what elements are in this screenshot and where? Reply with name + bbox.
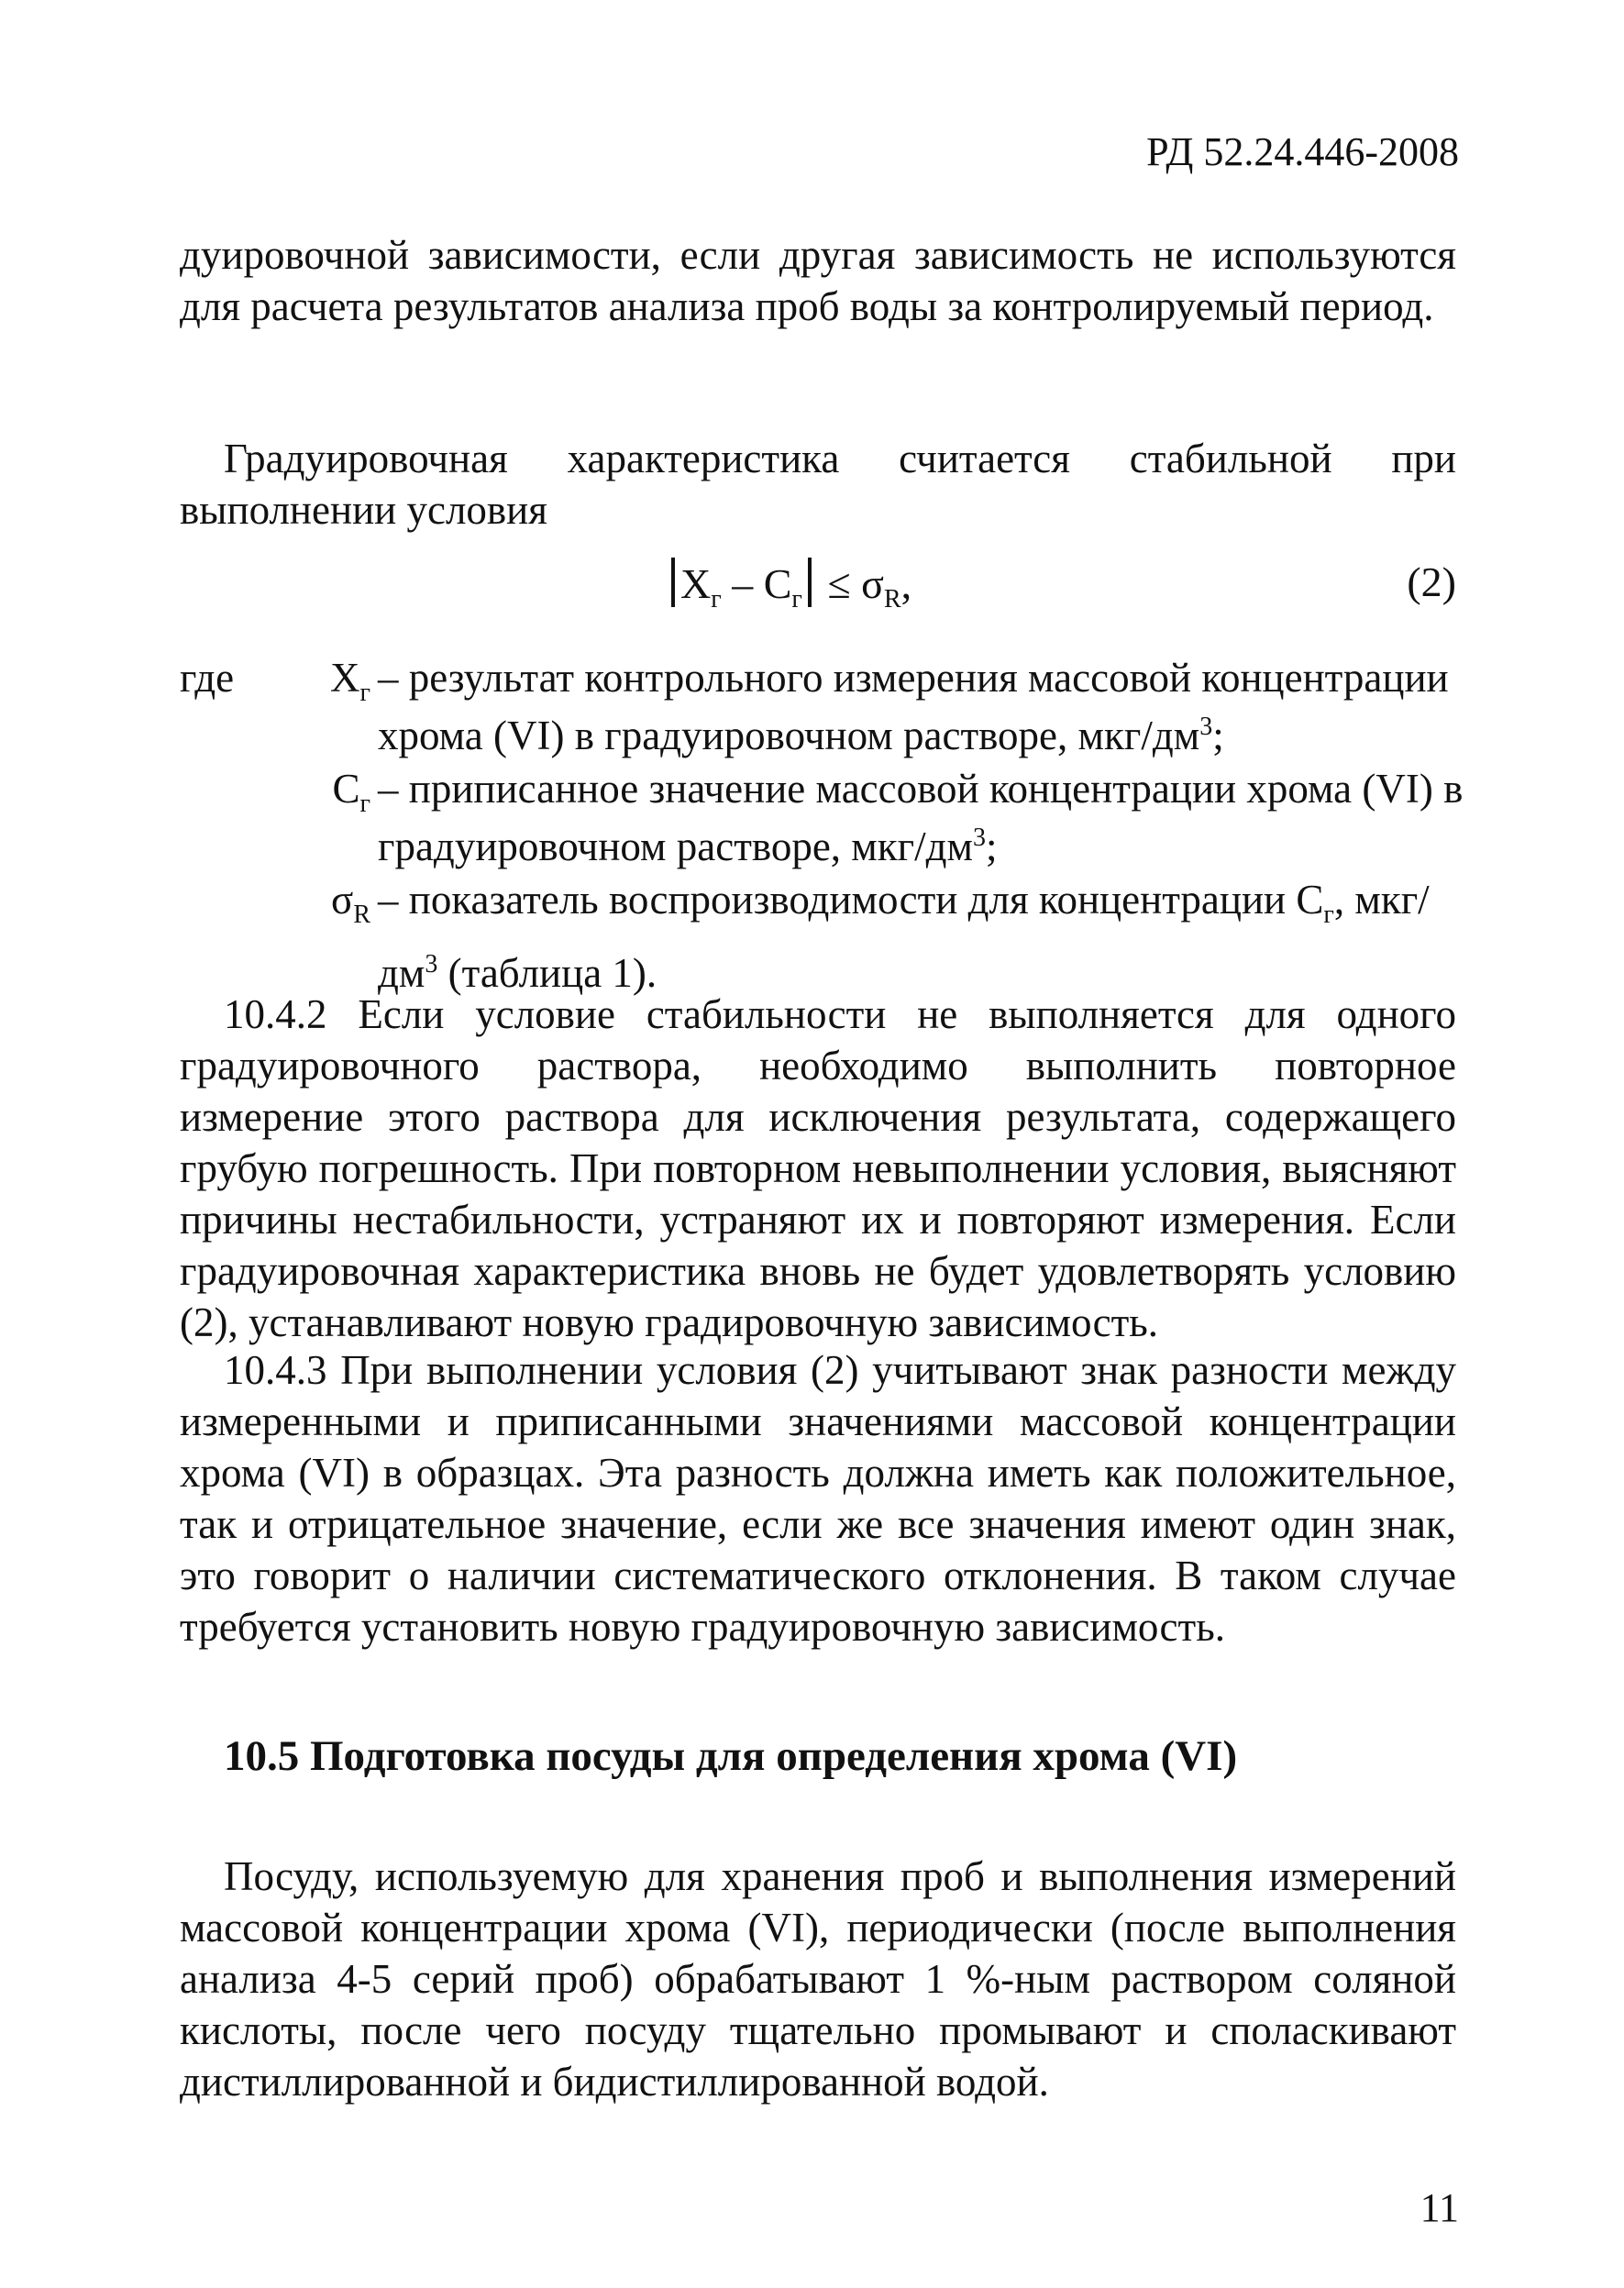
paragraph-continuation: дуировочной зависимости, если другая зависимость не используются для расчета результатов анализа проб воды за контролируемый период. <box>180 232 1456 329</box>
where-label: где <box>180 655 235 701</box>
definition-text: – показатель воспроизводимости для концентрации $C_г$, мкг/$дм^3$ (таблица 1). <box>378 877 1430 996</box>
page-number: 11 <box>1420 2185 1459 2230</box>
definition-symbol: $X_г$ <box>330 655 370 707</box>
document-code: РД 52.24.446-2008 <box>1146 129 1459 174</box>
abs-bar-right <box>808 558 812 607</box>
formula-2 <box>180 558 1456 622</box>
definition-text: – результат контрольного измерения массовой концентрации хрома (VI) в градуировочном растворе, мкг/$дм^3$; <box>378 655 1449 758</box>
definitions-list <box>180 653 1464 1001</box>
definition-item <box>180 653 1464 760</box>
paragraph-stability-condition: Градуировочная характеристика считается стабильной при выполнении условия <box>180 436 1456 533</box>
definition-symbol: $C_г$ <box>332 766 370 818</box>
definition-text: – приписанное значение массовой концентрации хрома (VI) в градуировочном растворе, мкг/$дм^3$; <box>378 766 1464 869</box>
formula-number: (2) <box>1407 558 1456 605</box>
paragraph-10-4-3: 10.4.3 При выполнении условия (2) учитывают знак разности между измеренными и приписанными значениями массовой концентрации хрома (VI) в образцах. Эта разность должна иметь как положительное, так и отрицательное значение, если же все значения имеют один знак, это говорит о наличии систематического отклонения. В таком случае требуется установить новую градуировочную зависимость. <box>180 1347 1456 1650</box>
definition-item <box>180 764 1464 871</box>
abs-bar-left <box>671 558 675 607</box>
formula-expression: $X_г - C_г \le \sigma_R$, <box>666 558 911 614</box>
paragraph-glassware-preparation: Посуду, используемую для хранения проб и выполнения измерений массовой концентрации хрома (VI), периодически (после выполнения анализа 4-5 серий проб) обрабатывают 1 %-ным раствором соляной кислоты, после чего посуду тщательно промывают и споласкивают дистиллированной и бидистиллированной водой. <box>180 1853 1456 2105</box>
section-heading-10-5: 10.5 Подготовка посуды для определения хрома (VI) <box>224 1732 1238 1780</box>
definition-symbol: $\sigma_R$ <box>331 877 370 929</box>
definition-item <box>180 875 1464 998</box>
paragraph-10-4-2: 10.4.2 Если условие стабильности не выполняется для одного градуировочного раствора, необходимо выполнить повторное измерение этого раствора для исключения результата, содержащего грубую погрешность. При повторном невыполнении условия, выясняют причины нестабильности, устраняют их и повторяют измерения. Если градуировочная характеристика вновь не будет удовлетворять условию (2), устанавливают новую градировочную зависимость. <box>180 991 1456 1345</box>
